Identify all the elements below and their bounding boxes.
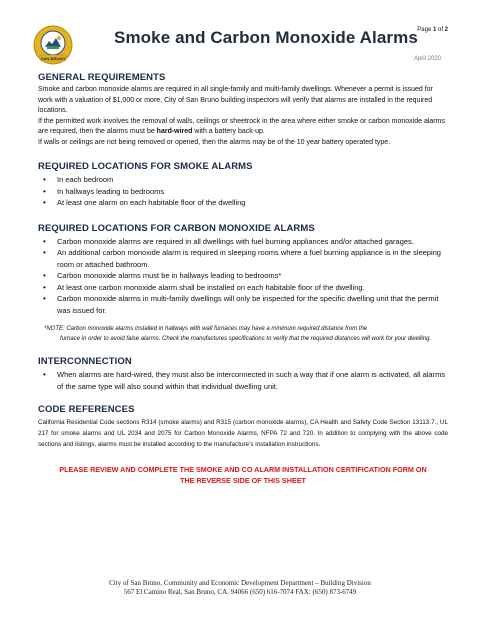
smoke-list <box>38 174 448 209</box>
list-item: • At least one carbon monoxide alarm shall be installed on each habitable floor of the dwelling. <box>38 282 448 294</box>
revision-date: April 2020 <box>413 56 441 62</box>
co-note <box>44 325 448 344</box>
list-item: • Carbon monoxide alarms in multi-family dwellings will only be inspected for the specific dwelling unit that the permit was issued for. <box>38 293 448 316</box>
general-requirements-section <box>38 72 448 148</box>
smoke-heading: REQUIRED LOCATIONS FOR SMOKE ALARMS <box>38 161 253 172</box>
page-mid: of <box>436 27 445 33</box>
main-content <box>38 72 448 486</box>
p2-text-a: If the permitted work involves the removal of walls, ceilings or sheetrock in the area where either smoke or carbon monoxide alarms are required, then the alarms must be <box>38 117 445 135</box>
page-number <box>417 27 448 33</box>
codes-heading: CODE REFERENCES <box>38 404 135 415</box>
interconnection-list <box>38 369 448 392</box>
co-locations-section <box>38 223 448 345</box>
footer-line-2: 567 El Camino Real, San Bruno, CA. 94066 (650) 616-7074 FAX: (650) 873-6749 <box>123 587 357 596</box>
note-line-1: *NOTE: Carbon monoxide alarms installed in hallways with wall furnaces may have a minimum required distance from the <box>44 326 368 332</box>
codes-paragraph: California Residential Code sections R314 (smoke alarms) and R315 (carbon monoxide alarms), CA Health and Safety Code Section 13113.7., UL 217 for smoke alarms and UL 2034 and 2075 for Carbon Monoxide Alarms, NFPA 72 and 720. In addition to complying with the above code sections and listings, alarms must be installed according to the manufacture’s installation instructions. <box>38 419 448 448</box>
list-item: • At least one alarm on each habitable floor of the dwelling <box>38 197 448 209</box>
list-item: • In hallways leading to bedrooms <box>38 186 448 198</box>
page-title: Smoke and Carbon Monoxide Alarms <box>114 28 418 47</box>
page-total: 2 <box>444 27 448 33</box>
page-prefix: Page <box>417 27 433 33</box>
general-paragraph-3: If walls or ceilings are not being removed or opened, then the alarms may be of the 10 year battery operated type. <box>38 138 391 146</box>
co-list <box>38 236 448 317</box>
general-paragraph-1: Smoke and carbon monoxide alarms are required in all single-family and multi-family dwellings. Whenever a permit is issued for work with a valuation of $1,000 or more, City of San Bruno building inspectors will verify that alarms are installed in the required locations. <box>38 86 433 114</box>
list-item: • Carbon monoxide alarms must be in hallways leading to bedrooms* <box>38 270 448 282</box>
general-heading: GENERAL REQUIREMENTS <box>38 72 166 83</box>
list-item: • An additional carbon monoxide alarm is required in sleeping rooms where a fuel burning appliance is in the sleeping room or attached bathroom. <box>38 247 448 270</box>
footer-line-1: City of San Bruno, Community and Economic Development Department – Building Division <box>109 579 371 587</box>
review-form-notice <box>38 464 448 486</box>
interconnection-section <box>38 356 448 392</box>
list-item: • In each bedroom <box>38 174 448 186</box>
alert-line-2: THE REVERSE SIDE OF THIS SHEET <box>180 476 306 485</box>
list-item: • When alarms are hard-wired, they must also be interconnected in such a way that if one alarm is activated, all alarms of the same type will also sound within that individual dwelling unit. <box>38 369 448 392</box>
alert-line-1: PLEASE REVIEW AND COMPLETE THE SMOKE AND CO ALARM INSTALLATION CERTIFICATION FORM ON <box>59 465 427 474</box>
interconnection-heading: INTERCONNECTION <box>38 356 132 367</box>
code-references-section <box>38 404 448 450</box>
p2-text-b: with a battery back-up. <box>192 128 265 135</box>
footer <box>0 579 480 596</box>
note-rest: furnace in order to avoid false alarms. Check the manufactures specifications to verify that the required distances will work for your dwelling. <box>60 335 432 342</box>
hard-wired-emphasis: hard-wired <box>156 128 193 135</box>
co-heading: REQUIRED LOCATIONS FOR CARBON MONOXIDE ALARMS <box>38 222 315 234</box>
smoke-locations-section <box>38 161 448 209</box>
city-seal-logo <box>33 25 73 65</box>
svg-text:SAN BRUNO: SAN BRUNO <box>40 55 66 61</box>
general-paragraph-2 <box>38 117 448 138</box>
list-item: • Carbon monoxide alarms are required in all dwellings with fuel burning appliances and/or attached garages. <box>38 236 448 248</box>
page-current: 1 <box>432 27 437 33</box>
